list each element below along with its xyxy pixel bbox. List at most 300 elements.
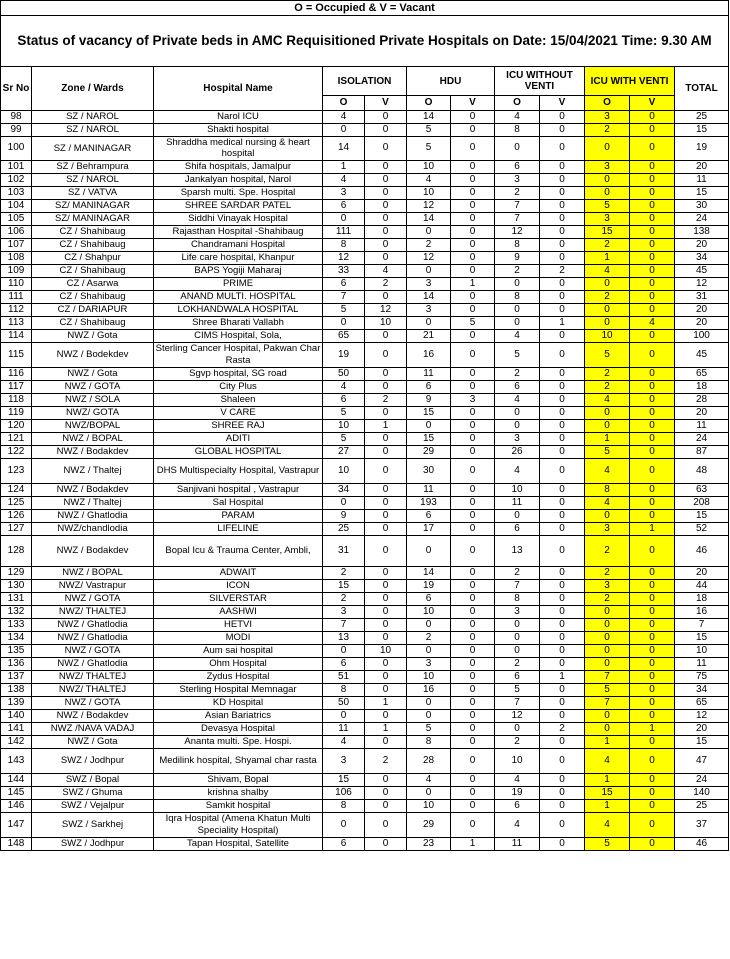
cell-vent-v: 0 [630, 683, 675, 696]
cell-isolation-o: 8 [323, 683, 365, 696]
cell-isolation-v: 0 [365, 225, 407, 238]
cell-sr-no: 124 [1, 483, 32, 496]
cell-isolation-v: 0 [365, 786, 407, 799]
cell-vent-o: 0 [585, 709, 630, 722]
cell-hospital: PRIME [154, 277, 323, 290]
cell-total: 24 [675, 432, 729, 445]
cell-hospital: ICON [154, 579, 323, 592]
cell-icu-v: 0 [540, 709, 585, 722]
cell-isolation-o: 111 [323, 225, 365, 238]
cell-isolation-v: 1 [365, 722, 407, 735]
cell-vent-v: 0 [630, 445, 675, 458]
cell-hdu-v: 0 [451, 406, 495, 419]
cell-vent-o: 3 [585, 522, 630, 535]
cell-total: 75 [675, 670, 729, 683]
cell-vent-v: 0 [630, 111, 675, 124]
cell-vent-o: 0 [585, 186, 630, 199]
table-row [1, 709, 729, 722]
cell-icu-o: 8 [495, 238, 540, 251]
cell-hospital: Ananta multi. Spe. Hospi. [154, 735, 323, 748]
table-row [1, 535, 729, 566]
cell-hdu-o: 21 [407, 329, 451, 342]
cell-hospital: SILVERSTAR [154, 592, 323, 605]
cell-sr-no: 146 [1, 799, 32, 812]
cell-hospital: Bopal Icu & Trauma Center, Ambli, [154, 535, 323, 566]
cell-vent-v: 0 [630, 579, 675, 592]
cell-vent-o: 0 [585, 657, 630, 670]
cell-total: 45 [675, 264, 729, 277]
cell-hdu-v: 0 [451, 496, 495, 509]
cell-vent-o: 2 [585, 367, 630, 380]
table-row [1, 290, 729, 303]
cell-isolation-o: 7 [323, 618, 365, 631]
cell-sr-no: 121 [1, 432, 32, 445]
cell-icu-o: 4 [495, 393, 540, 406]
cell-total: 20 [675, 566, 729, 579]
cell-sr-no: 139 [1, 696, 32, 709]
cell-isolation-o: 10 [323, 458, 365, 483]
cell-hdu-o: 15 [407, 406, 451, 419]
cell-zone: NWZ / GOTA [32, 644, 154, 657]
cell-isolation-o: 8 [323, 799, 365, 812]
cell-isolation-v: 0 [365, 290, 407, 303]
cell-vent-v: 0 [630, 277, 675, 290]
cell-vent-v: 0 [630, 709, 675, 722]
cell-vent-v: 0 [630, 124, 675, 137]
cell-vent-v: 0 [630, 393, 675, 406]
cell-sr-no: 114 [1, 329, 32, 342]
cell-icu-o: 10 [495, 483, 540, 496]
cell-sr-no: 113 [1, 316, 32, 329]
cell-hospital: Shaleen [154, 393, 323, 406]
table-row [1, 225, 729, 238]
cell-hospital: BAPS Yogiji Maharaj [154, 264, 323, 277]
cell-hdu-v: 0 [451, 137, 495, 161]
cell-hospital: Devasya Hospital [154, 722, 323, 735]
cell-hdu-o: 29 [407, 445, 451, 458]
cell-vent-o: 2 [585, 238, 630, 251]
cell-icu-v: 0 [540, 657, 585, 670]
cell-icu-v: 0 [540, 251, 585, 264]
cell-hdu-o: 10 [407, 605, 451, 618]
legend: O = Occupied & V = Vacant [1, 1, 729, 16]
cell-hdu-v: 0 [451, 566, 495, 579]
cell-hospital: ADITI [154, 432, 323, 445]
cell-icu-v: 0 [540, 111, 585, 124]
cell-isolation-o: 3 [323, 605, 365, 618]
cell-hdu-o: 11 [407, 483, 451, 496]
table-row [1, 799, 729, 812]
cell-icu-o: 8 [495, 290, 540, 303]
cell-isolation-v: 0 [365, 212, 407, 225]
cell-total: 15 [675, 186, 729, 199]
cell-hdu-o: 16 [407, 342, 451, 367]
cell-sr-no: 126 [1, 509, 32, 522]
cell-hospital: Ohm Hospital [154, 657, 323, 670]
cell-icu-v: 0 [540, 225, 585, 238]
table-row [1, 644, 729, 657]
cell-vent-o: 4 [585, 812, 630, 837]
cell-sr-no: 123 [1, 458, 32, 483]
cell-isolation-o: 2 [323, 592, 365, 605]
cell-total: 18 [675, 592, 729, 605]
table-row [1, 432, 729, 445]
header-hdu: HDU [407, 67, 495, 96]
cell-sr-no: 104 [1, 199, 32, 212]
cell-vent-o: 0 [585, 173, 630, 186]
cell-hdu-v: 0 [451, 264, 495, 277]
cell-total: 15 [675, 735, 729, 748]
cell-hdu-o: 15 [407, 432, 451, 445]
cell-isolation-v: 0 [365, 137, 407, 161]
cell-zone: SZ / MANINAGAR [32, 137, 154, 161]
cell-hdu-o: 3 [407, 657, 451, 670]
cell-total: 34 [675, 251, 729, 264]
cell-icu-v: 0 [540, 799, 585, 812]
cell-hospital: Iqra Hospital (Amena Khatun Multi Speciality Hospital) [154, 812, 323, 837]
cell-isolation-o: 0 [323, 124, 365, 137]
cell-hdu-v: 0 [451, 605, 495, 618]
cell-icu-v: 0 [540, 631, 585, 644]
cell-total: 15 [675, 631, 729, 644]
cell-vent-v: 0 [630, 199, 675, 212]
cell-zone: NWZ /NAVA VADAJ [32, 722, 154, 735]
cell-vent-o: 7 [585, 670, 630, 683]
cell-icu-o: 0 [495, 137, 540, 161]
table-row [1, 812, 729, 837]
cell-hospital: Sal Hospital [154, 496, 323, 509]
cell-hdu-v: 0 [451, 709, 495, 722]
table-body [1, 111, 729, 851]
cell-hdu-v: 0 [451, 670, 495, 683]
cell-isolation-o: 7 [323, 290, 365, 303]
cell-total: 87 [675, 445, 729, 458]
cell-vent-o: 2 [585, 566, 630, 579]
cell-isolation-v: 0 [365, 432, 407, 445]
cell-hdu-o: 0 [407, 644, 451, 657]
cell-sr-no: 132 [1, 605, 32, 618]
table-row [1, 605, 729, 618]
cell-vent-o: 10 [585, 329, 630, 342]
cell-hdu-v: 0 [451, 773, 495, 786]
cell-hdu-v: 0 [451, 735, 495, 748]
cell-hospital: SHREE SARDAR PATEL [154, 199, 323, 212]
table-row [1, 722, 729, 735]
cell-total: 11 [675, 657, 729, 670]
cell-isolation-o: 6 [323, 837, 365, 850]
table-row [1, 393, 729, 406]
cell-vent-o: 5 [585, 342, 630, 367]
cell-vent-o: 2 [585, 535, 630, 566]
cell-sr-no: 148 [1, 837, 32, 850]
cell-isolation-v: 0 [365, 799, 407, 812]
cell-icu-o: 8 [495, 124, 540, 137]
cell-isolation-v: 0 [365, 631, 407, 644]
cell-icu-o: 6 [495, 522, 540, 535]
table-row [1, 111, 729, 124]
cell-sr-no: 144 [1, 773, 32, 786]
cell-isolation-v: 0 [365, 342, 407, 367]
header-isolation: ISOLATION [323, 67, 407, 96]
cell-icu-v: 0 [540, 618, 585, 631]
cell-icu-v: 0 [540, 173, 585, 186]
cell-zone: SZ/ MANINAGAR [32, 212, 154, 225]
cell-isolation-v: 0 [365, 124, 407, 137]
cell-zone: NWZ/ THALTEJ [32, 670, 154, 683]
cell-zone: NWZ / BOPAL [32, 566, 154, 579]
cell-hdu-o: 17 [407, 522, 451, 535]
cell-isolation-v: 0 [365, 535, 407, 566]
header-iso-v: V [365, 96, 407, 111]
cell-vent-o: 1 [585, 799, 630, 812]
cell-hdu-v: 1 [451, 837, 495, 850]
cell-sr-no: 137 [1, 670, 32, 683]
cell-hdu-v: 0 [451, 303, 495, 316]
cell-zone: NWZ/ THALTEJ [32, 605, 154, 618]
cell-icu-o: 7 [495, 212, 540, 225]
cell-total: 34 [675, 683, 729, 696]
cell-hospital: Jankalyan hospital, Narol [154, 173, 323, 186]
table-row [1, 173, 729, 186]
cell-vent-v: 0 [630, 380, 675, 393]
cell-icu-v: 1 [540, 670, 585, 683]
cell-hospital: PARAM [154, 509, 323, 522]
cell-hdu-v: 0 [451, 367, 495, 380]
header-vent-o: O [585, 96, 630, 111]
cell-hospital: HETVI [154, 618, 323, 631]
cell-icu-o: 12 [495, 225, 540, 238]
cell-hdu-v: 3 [451, 393, 495, 406]
cell-vent-v: 0 [630, 644, 675, 657]
cell-zone: NWZ / BOPAL [32, 432, 154, 445]
cell-icu-v: 0 [540, 535, 585, 566]
cell-icu-o: 4 [495, 458, 540, 483]
cell-vent-v: 0 [630, 264, 675, 277]
cell-hospital: Chandramani Hospital [154, 238, 323, 251]
cell-hdu-v: 0 [451, 432, 495, 445]
cell-isolation-v: 0 [365, 496, 407, 509]
cell-hdu-v: 0 [451, 535, 495, 566]
cell-sr-no: 103 [1, 186, 32, 199]
cell-vent-o: 0 [585, 631, 630, 644]
cell-hdu-o: 6 [407, 380, 451, 393]
cell-vent-v: 0 [630, 748, 675, 773]
cell-hdu-o: 12 [407, 199, 451, 212]
cell-hdu-v: 0 [451, 631, 495, 644]
cell-hdu-o: 5 [407, 137, 451, 161]
cell-vent-o: 4 [585, 393, 630, 406]
cell-vent-v: 0 [630, 367, 675, 380]
cell-hospital: Shifa hospitals, Jamalpur [154, 160, 323, 173]
cell-icu-o: 5 [495, 342, 540, 367]
cell-icu-v: 0 [540, 812, 585, 837]
cell-isolation-v: 0 [365, 160, 407, 173]
cell-total: 10 [675, 644, 729, 657]
cell-total: 25 [675, 799, 729, 812]
cell-icu-o: 6 [495, 799, 540, 812]
cell-total: 16 [675, 605, 729, 618]
cell-zone: CZ / DARIAPUR [32, 303, 154, 316]
cell-vent-o: 1 [585, 251, 630, 264]
cell-vent-o: 4 [585, 264, 630, 277]
cell-sr-no: 115 [1, 342, 32, 367]
cell-total: 208 [675, 496, 729, 509]
cell-hospital: LIFELINE [154, 522, 323, 535]
cell-vent-o: 5 [585, 683, 630, 696]
cell-sr-no: 107 [1, 238, 32, 251]
table-row [1, 264, 729, 277]
cell-total: 20 [675, 238, 729, 251]
cell-zone: NWZ / Thaltej [32, 496, 154, 509]
cell-vent-o: 0 [585, 406, 630, 419]
cell-zone: NWZ / Ghatlodia [32, 618, 154, 631]
cell-hdu-v: 5 [451, 316, 495, 329]
cell-icu-v: 0 [540, 303, 585, 316]
cell-hospital: Sterling Cancer Hospital, Pakwan Char Rasta [154, 342, 323, 367]
cell-hdu-v: 0 [451, 124, 495, 137]
cell-hdu-v: 0 [451, 812, 495, 837]
cell-sr-no: 140 [1, 709, 32, 722]
cell-hdu-o: 14 [407, 212, 451, 225]
table-row [1, 657, 729, 670]
cell-isolation-o: 51 [323, 670, 365, 683]
cell-isolation-v: 0 [365, 173, 407, 186]
cell-sr-no: 99 [1, 124, 32, 137]
cell-isolation-o: 4 [323, 173, 365, 186]
cell-vent-o: 0 [585, 303, 630, 316]
cell-hdu-v: 0 [451, 696, 495, 709]
cell-vent-v: 0 [630, 137, 675, 161]
cell-isolation-o: 0 [323, 316, 365, 329]
cell-icu-o: 0 [495, 631, 540, 644]
cell-vent-o: 3 [585, 160, 630, 173]
table-row [1, 509, 729, 522]
cell-vent-v: 0 [630, 329, 675, 342]
cell-sr-no: 106 [1, 225, 32, 238]
cell-vent-v: 0 [630, 496, 675, 509]
cell-total: 20 [675, 722, 729, 735]
cell-isolation-o: 4 [323, 111, 365, 124]
cell-isolation-v: 0 [365, 837, 407, 850]
cell-hdu-o: 0 [407, 618, 451, 631]
cell-icu-v: 0 [540, 458, 585, 483]
cell-icu-v: 0 [540, 342, 585, 367]
cell-icu-v: 0 [540, 329, 585, 342]
cell-hdu-o: 0 [407, 696, 451, 709]
cell-isolation-o: 8 [323, 238, 365, 251]
cell-hdu-v: 0 [451, 290, 495, 303]
cell-hospital: Life care hospital, Khanpur [154, 251, 323, 264]
table-row [1, 406, 729, 419]
cell-hospital: City Plus [154, 380, 323, 393]
cell-hdu-v: 0 [451, 238, 495, 251]
cell-isolation-o: 9 [323, 509, 365, 522]
cell-vent-v: 0 [630, 566, 675, 579]
cell-sr-no: 112 [1, 303, 32, 316]
cell-icu-o: 0 [495, 303, 540, 316]
cell-sr-no: 119 [1, 406, 32, 419]
cell-isolation-o: 12 [323, 251, 365, 264]
cell-isolation-o: 65 [323, 329, 365, 342]
cell-vent-o: 2 [585, 124, 630, 137]
cell-isolation-v: 0 [365, 592, 407, 605]
cell-icu-o: 7 [495, 696, 540, 709]
cell-vent-v: 0 [630, 605, 675, 618]
cell-vent-v: 1 [630, 522, 675, 535]
cell-total: 46 [675, 535, 729, 566]
cell-hdu-o: 10 [407, 186, 451, 199]
cell-icu-v: 0 [540, 445, 585, 458]
cell-icu-v: 0 [540, 380, 585, 393]
cell-total: 31 [675, 290, 729, 303]
cell-zone: CZ / Shahibaug [32, 238, 154, 251]
cell-isolation-o: 27 [323, 445, 365, 458]
cell-zone: SZ / NAROL [32, 111, 154, 124]
cell-isolation-o: 5 [323, 303, 365, 316]
cell-icu-o: 2 [495, 735, 540, 748]
cell-hospital: krishna shalby [154, 786, 323, 799]
cell-icu-o: 3 [495, 432, 540, 445]
cell-sr-no: 130 [1, 579, 32, 592]
cell-zone: CZ / Shahibaug [32, 264, 154, 277]
cell-isolation-v: 2 [365, 748, 407, 773]
cell-icu-v: 0 [540, 837, 585, 850]
cell-isolation-v: 0 [365, 670, 407, 683]
cell-zone: NWZ / GOTA [32, 696, 154, 709]
cell-hospital: Asian Bariatrics [154, 709, 323, 722]
cell-sr-no: 145 [1, 786, 32, 799]
cell-total: 20 [675, 160, 729, 173]
cell-icu-o: 0 [495, 722, 540, 735]
cell-vent-v: 0 [630, 303, 675, 316]
cell-hdu-o: 0 [407, 709, 451, 722]
cell-hdu-v: 0 [451, 212, 495, 225]
cell-vent-v: 4 [630, 316, 675, 329]
cell-icu-o: 7 [495, 579, 540, 592]
cell-isolation-o: 4 [323, 380, 365, 393]
cell-sr-no: 142 [1, 735, 32, 748]
cell-isolation-o: 50 [323, 696, 365, 709]
table-row [1, 380, 729, 393]
cell-hdu-v: 0 [451, 186, 495, 199]
cell-total: 65 [675, 696, 729, 709]
cell-sr-no: 122 [1, 445, 32, 458]
cell-hdu-o: 10 [407, 670, 451, 683]
cell-hdu-v: 0 [451, 509, 495, 522]
cell-total: 20 [675, 303, 729, 316]
cell-hdu-v: 0 [451, 251, 495, 264]
cell-total: 7 [675, 618, 729, 631]
cell-total: 15 [675, 509, 729, 522]
cell-sr-no: 110 [1, 277, 32, 290]
cell-icu-o: 8 [495, 592, 540, 605]
cell-hdu-v: 0 [451, 786, 495, 799]
header-hdu-o: O [407, 96, 451, 111]
cell-icu-v: 0 [540, 238, 585, 251]
cell-icu-o: 9 [495, 251, 540, 264]
cell-icu-v: 0 [540, 160, 585, 173]
cell-hdu-o: 8 [407, 735, 451, 748]
table-row [1, 186, 729, 199]
cell-icu-v: 1 [540, 316, 585, 329]
cell-hdu-o: 0 [407, 786, 451, 799]
cell-vent-v: 0 [630, 735, 675, 748]
cell-total: 20 [675, 316, 729, 329]
cell-total: 25 [675, 111, 729, 124]
cell-zone: SWZ / Vejalpur [32, 799, 154, 812]
cell-hdu-v: 0 [451, 199, 495, 212]
cell-hospital: Shivam, Bopal [154, 773, 323, 786]
